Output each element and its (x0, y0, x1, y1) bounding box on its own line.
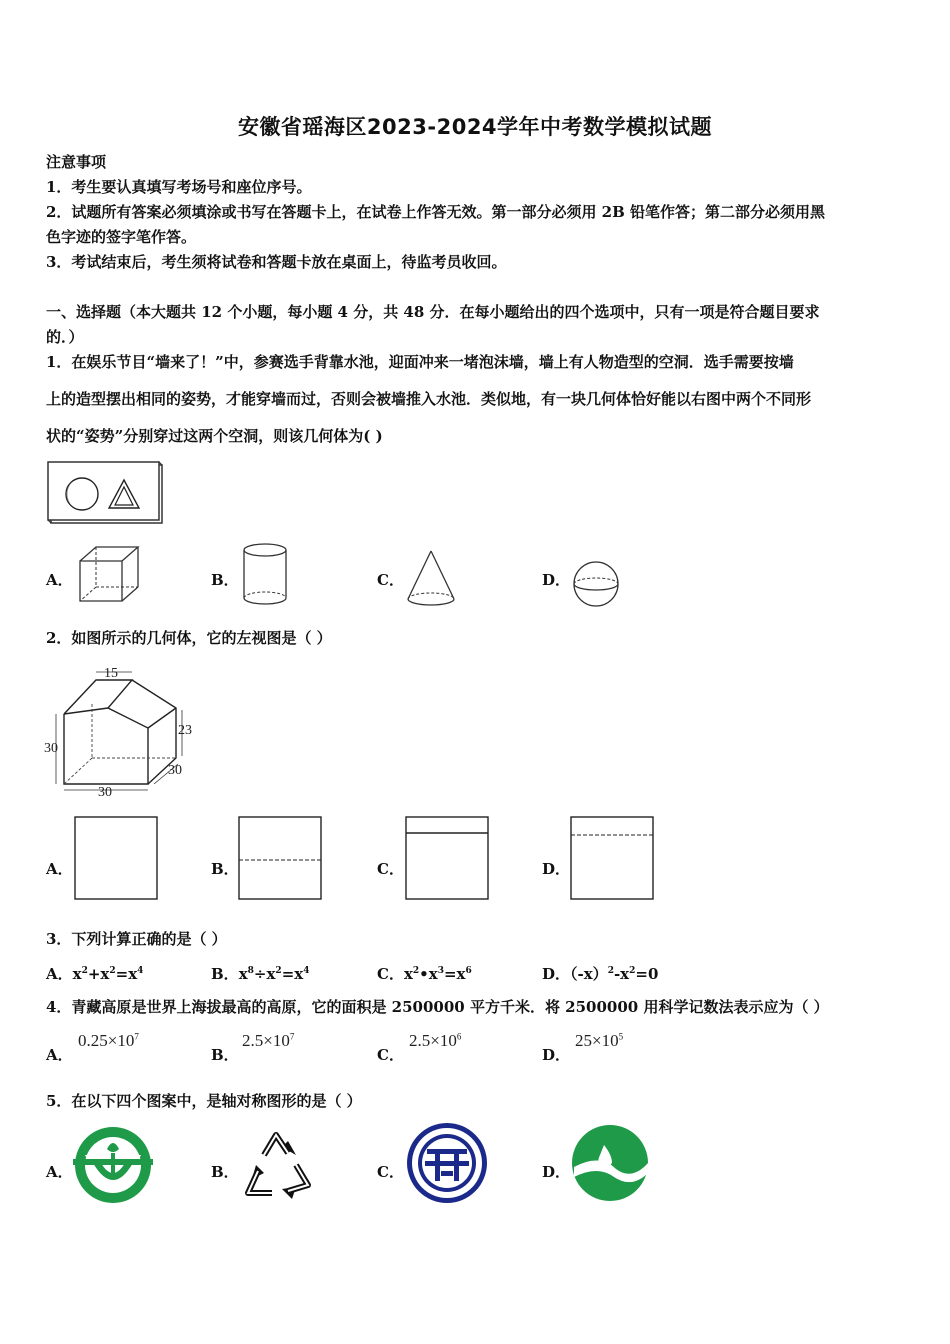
dim-bottom: 30 (98, 785, 112, 800)
q1-stem-line-2: 上的造型摆出相同的姿势，才能穿墙而过，否则会被墙推入水池．类似地，有一块几何体恰好能以右图中两个不同形 (46, 390, 812, 408)
q4-a-base: 0.25×10 (78, 1031, 135, 1050)
q3-option-a[interactable] (46, 963, 143, 984)
q2-stem: 2．如图所示的几何体，它的左视图是（ ） (46, 629, 332, 647)
q3-c-op: •x (419, 965, 438, 983)
q4-stem: 4．青藏高原是世界上海拔最高的高原，它的面积是 2500000 平方千米．将 2500000 用科学记数法表示应为（ ） (46, 998, 829, 1016)
sphere-icon[interactable] (572, 560, 620, 608)
q4-b-base: 2.5×10 (242, 1031, 290, 1050)
cube-icon[interactable] (78, 545, 140, 603)
q4-option-a-label[interactable]: A． (46, 1046, 73, 1064)
q3-d-base: （-x） (570, 965, 608, 983)
q3-b-exp1: 8 (247, 966, 254, 976)
q5-option-c-label[interactable]: C． (377, 1163, 404, 1181)
dim-top: 15 (104, 666, 118, 681)
q3-b-op: ÷x (253, 965, 276, 983)
q3-a-rest: =x (115, 965, 138, 983)
q3-b-base: x (238, 965, 248, 983)
q4-a-exp: 7 (134, 1031, 139, 1042)
q3-b-exp3: 4 (303, 966, 310, 976)
q3-b-exp2: 2 (275, 966, 282, 976)
q1-stem-line-3: 状的“姿势”分别穿过这两个空洞，则该几何体为( ) (46, 427, 383, 445)
q1-stem-line-1: 1．在娱乐节目“墙来了！”中，参赛选手背靠水池，迎面冲来一堵泡沫墙，墙上有人物造型的空洞．选手需要按墙 (46, 353, 794, 371)
q3-option-d[interactable] (542, 963, 658, 984)
q2-option-c-square[interactable] (405, 816, 491, 902)
q3-option-c-label: C． (377, 965, 404, 983)
q3-d-rest: =0 (635, 965, 659, 983)
q2-option-b-label[interactable]: B． (211, 860, 239, 878)
notice-item-2: 2．试题所有答案必须填涂或书写在答题卡上，在试卷上作答无效。第一部分必须用 2B 铅笔作答；第二部分必须用黑 (46, 203, 826, 221)
q2-option-b-square[interactable] (238, 816, 324, 902)
q3-a-exp2: 2 (109, 966, 116, 976)
q4-option-b-label[interactable]: B． (211, 1046, 239, 1064)
q4-option-d[interactable] (575, 1031, 623, 1051)
green-food-logo-icon[interactable] (73, 1125, 153, 1205)
q3-a-exp1: 2 (81, 966, 88, 976)
q4-c-base: 2.5×10 (409, 1031, 457, 1050)
q1-option-a-label[interactable]: A． (46, 571, 73, 589)
q3-a-base: x (72, 965, 82, 983)
dim-right: 23 (178, 723, 192, 738)
q5-option-d-label[interactable]: D． (542, 1163, 571, 1181)
q3-c-rest: =x (443, 965, 466, 983)
q3-option-a-label: A． (46, 965, 73, 983)
cone-icon[interactable] (405, 549, 457, 607)
q2-option-a-label[interactable]: A． (46, 860, 73, 878)
q4-b-exp: 7 (289, 1031, 295, 1042)
q4-option-c-label[interactable]: C． (377, 1046, 404, 1064)
q3-option-c[interactable] (377, 963, 472, 984)
notice-heading: 注意事项 (46, 153, 107, 171)
q3-stem: 3．下列计算正确的是（ ） (46, 930, 227, 948)
q4-option-b[interactable] (242, 1031, 294, 1051)
q1-option-d-label[interactable]: D． (542, 571, 571, 589)
q4-option-c[interactable] (409, 1031, 461, 1051)
q4-d-exp: 5 (618, 1031, 624, 1042)
circle-emblem-icon[interactable] (405, 1121, 489, 1205)
q4-c-exp: 6 (456, 1031, 462, 1042)
q3-c-exp2: 3 (437, 966, 444, 976)
q4-option-a[interactable] (78, 1031, 139, 1051)
q3-a-exp3: 4 (137, 966, 144, 976)
notice-item-3: 3．考试结束后，考生须将试卷和答题卡放在桌面上，待监考员收回。 (46, 253, 507, 271)
q3-option-b-label: B． (211, 965, 239, 983)
page-title: 安徽省瑶海区2023-2024学年中考数学模拟试题 (237, 115, 713, 139)
q1-wall-figure (46, 461, 164, 527)
q3-d-exp2: 2 (629, 966, 636, 976)
dim-depth: 30 (168, 763, 182, 778)
q3-b-rest: =x (281, 965, 304, 983)
water-drop-logo-icon[interactable] (570, 1123, 650, 1203)
q5-stem: 5．在以下四个图案中，是轴对称图形的是（ ） (46, 1092, 362, 1110)
q4-option-d-label[interactable]: D． (542, 1046, 571, 1064)
q2-option-c-label[interactable]: C． (377, 860, 404, 878)
q5-option-a-label[interactable]: A． (46, 1163, 73, 1181)
notice-item-2-cont: 色字迹的签字笔作答。 (46, 228, 197, 246)
q2-option-d-square[interactable] (570, 816, 656, 902)
section-heading-cont: 的．） (46, 328, 84, 346)
q1-option-c-label[interactable]: C． (377, 571, 404, 589)
notice-item-1: 1．考生要认真填写考场号和座位序号。 (46, 178, 312, 196)
q3-c-exp1: 2 (412, 966, 420, 976)
q1-option-b-label[interactable]: B． (211, 571, 239, 589)
recycle-icon[interactable] (238, 1125, 318, 1203)
q3-d-op: -x (613, 965, 630, 983)
cylinder-icon[interactable] (241, 542, 289, 606)
q2-option-d-label[interactable]: D． (542, 860, 571, 878)
q3-option-b[interactable] (211, 963, 309, 984)
q5-option-b-label[interactable]: B． (211, 1163, 239, 1181)
q3-a-op: +x (87, 965, 110, 983)
q2-solid-figure (44, 662, 204, 798)
section-heading: 一、选择题（本大题共 12 个小题，每小题 4 分，共 48 分．在每小题给出的四个选项中，只有一项是符合题目要求 (46, 303, 820, 321)
q3-c-base: x (403, 965, 413, 983)
q3-d-exp1: 2 (607, 966, 614, 976)
q3-c-exp3: 6 (465, 966, 472, 976)
q2-option-a-square[interactable] (74, 816, 160, 902)
q3-option-d-label: D． (542, 965, 571, 983)
q4-d-base: 25×10 (575, 1031, 619, 1050)
dim-left: 30 (44, 741, 58, 756)
